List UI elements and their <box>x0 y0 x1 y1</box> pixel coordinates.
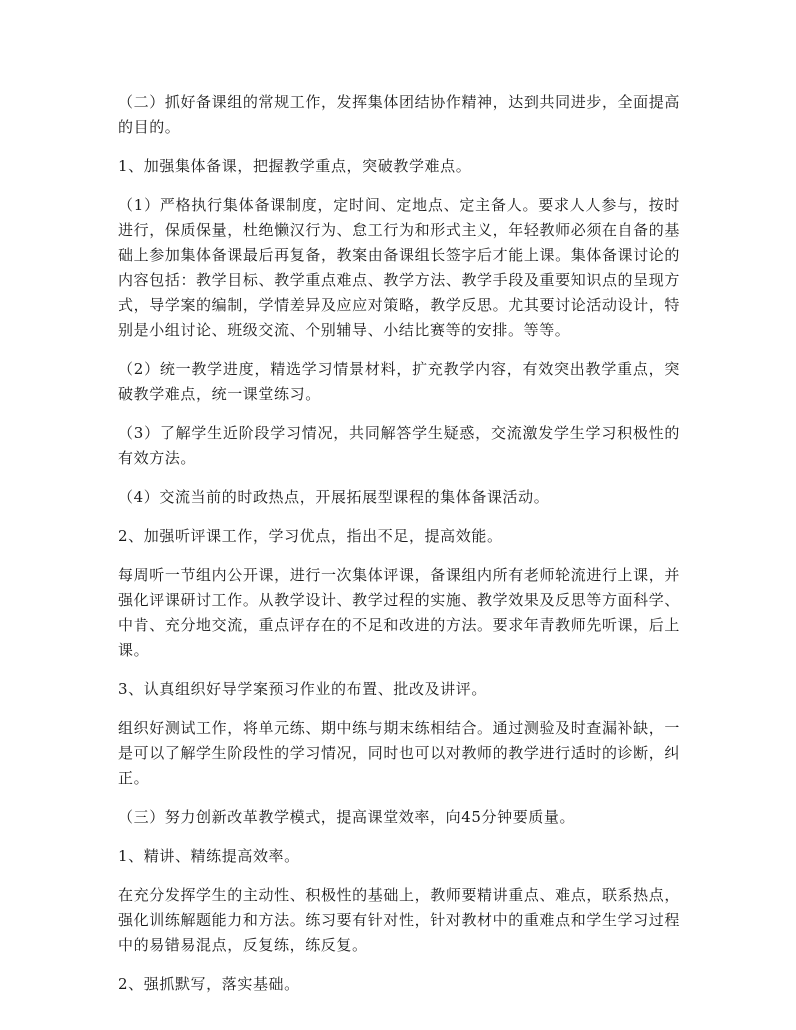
section-heading-2: （二）抓好备课组的常规工作，发挥集体团结协作精神，达到共同进步，全面提高的目的。 <box>118 93 680 136</box>
subheading-dictation: 2、强抓默写，落实基础。 <box>118 975 300 993</box>
document-page <box>118 90 680 1011</box>
subheading-collective-prep: 1、加强集体备课，把握教学重点，突破教学难点。 <box>118 157 472 175</box>
paragraph-lesson-review: 每周听一节组内公开课，进行一次集体评课，备课组内所有老师轮流进行上课，并强化评课研讨工作。从教学设计、教学过程的实施、教学效果及反思等方面科学、中肯、充分地交流，重点评存在的不足和改进的方法。要求年青教师先听课，后上课。 <box>118 566 680 659</box>
paragraph-efficiency: 在充分发挥学生的主动性、积极性的基础上，教师要精讲重点、难点，联系热点，强化训练解题能力和方法。练习要有针对性，针对教材中的重难点和学生学习过程中的易错易混点，反复练，练反复。 <box>118 886 680 954</box>
paragraph-item-2: （2）统一教学进度，精选学习情景材料，扩充教学内容，有效突出教学重点，突破教学难点，统一课堂练习。 <box>118 360 680 403</box>
subheading-efficiency: 1、精讲、精练提高效率。 <box>118 847 300 865</box>
paragraph-item-1: （1）严格执行集体备课制度，定时间、定地点、定主备人。要求人人参与，按时进行，保质保量，杜绝懒汉行为、怠工行为和形式主义，年轻教师必须在自备的基础上参加集体备课最后再复备，教案由备课组长签字后才能上课。集体备课讨论的内容包括：教学目标、教学重点难点、教学方法、教学手段及重要知识点的呈现方式，导学案的编制，学情差异及应应对策略，教学反思。尤其要讨论活动设计，特别是小组讨论、班级交流、个别辅导、小结比赛等的安排。等等。 <box>118 196 680 339</box>
subheading-lesson-review: 2、加强听评课工作，学习优点，指出不足，提高效能。 <box>118 527 503 545</box>
subheading-homework: 3、认真组织好导学案预习作业的布置、批改及讲评。 <box>118 680 487 698</box>
section-heading-3: （三）努力创新改革教学模式，提高课堂效率，向45分钟要质量。 <box>118 808 576 826</box>
paragraph-item-3: （3）了解学生近阶段学习情况，共同解答学生疑惑，交流激发学生学习积极性的有效方法。 <box>118 424 680 467</box>
paragraph-item-4: （4）交流当前的时政热点，开展拓展型课程的集体备课活动。 <box>118 488 550 506</box>
paragraph-testing: 组织好测试工作，将单元练、期中练与期末练相结合。通过测验及时查漏补缺，一是可以了解学生阶段性的学习情况，同时也可以对教师的教学进行适时的诊断，纠正。 <box>118 719 680 787</box>
